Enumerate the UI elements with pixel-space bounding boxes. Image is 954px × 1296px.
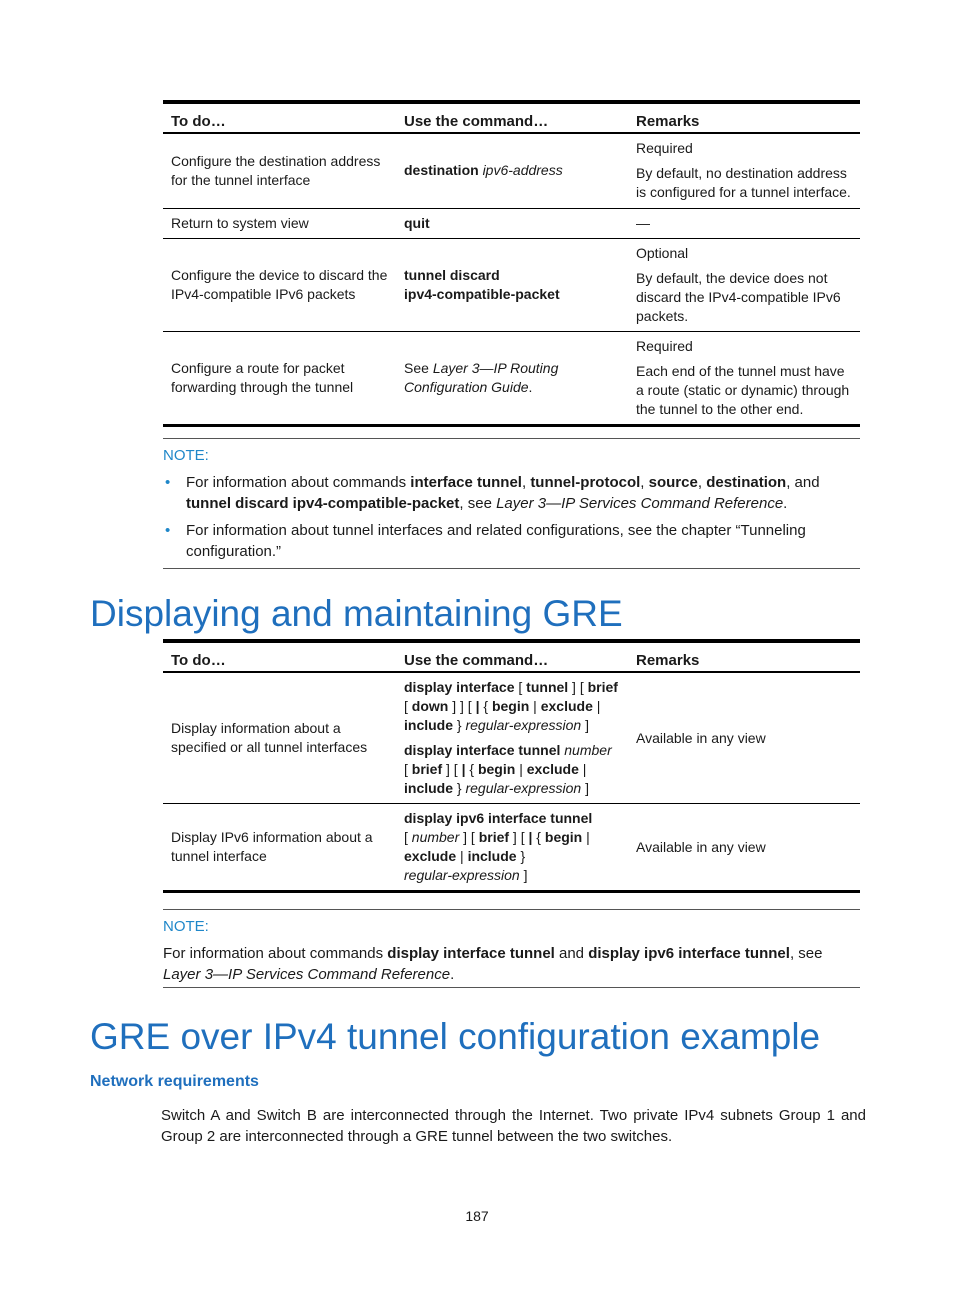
page-number: 187 — [465, 1208, 489, 1224]
remarks-cell: Available in any view — [628, 672, 860, 804]
list-item: • For information about commands interface tunnel, tunnel-protocol, source, destination, and tunnel discard ipv4-compatible-packet, see Layer 3—IP Services Command Reference. — [165, 474, 820, 512]
table-row — [163, 238, 860, 331]
command-table-1 — [163, 100, 860, 427]
remarks-cell: Required By default, no destination address is configured for a tunnel interface. — [628, 133, 860, 208]
note-box-2 — [163, 909, 860, 988]
col-header-command: Use the command… — [396, 104, 628, 133]
command-cell: display ipv6 interface tunnel [ number ] [ brief ] [ | { begin | exclude | include } regular-expression ] — [404, 810, 593, 883]
command-cell: See Layer 3—IP Routing Configuration Guide. — [404, 359, 559, 395]
col-header-remarks: Remarks — [628, 104, 860, 133]
bullet-icon: • — [165, 474, 171, 491]
todo-cell: Configure the destination address for the tunnel interface — [163, 133, 396, 208]
note-title: NOTE: — [163, 447, 209, 464]
note-text: For information about commands display interface tunnel and display ipv6 interface tunnel, see Layer 3—IP Services Command Reference. — [163, 945, 823, 983]
todo-cell: Return to system view — [163, 208, 396, 238]
section-heading-gre-example: GRE over IPv4 tunnel configuration example — [90, 1016, 821, 1057]
remarks-cell: — — [628, 208, 860, 238]
table-row — [163, 208, 860, 238]
col-header-remarks: Remarks — [628, 643, 860, 672]
remarks-cell: Available in any view — [636, 838, 766, 855]
section-heading-display-maintain: Displaying and maintaining GRE — [90, 593, 623, 634]
command-cell: quit — [396, 208, 628, 238]
col-header-todo: To do… — [163, 643, 396, 672]
command-table-2 — [163, 639, 860, 893]
subsection-heading-network-requirements: Network requirements — [90, 1073, 259, 1090]
todo-cell: Configure the device to discard the IPv4-compatible IPv6 packets — [163, 238, 396, 331]
col-header-todo: To do… — [163, 104, 396, 133]
body-paragraph: Switch A and Switch B are interconnected through the Internet. Two private IPv4 subnets Group 1 and Group 2 are interconnected through a GRE tunnel between the two switches. — [161, 1107, 866, 1145]
bullet-icon: • — [165, 522, 171, 539]
list-item: • For information about tunnel interfaces and related configurations, see the chapter “Tunneling configuration.” — [165, 522, 806, 560]
command-cell: tunnel discard ipv4-compatible-packet — [396, 238, 628, 331]
remarks-cell: Required Each end of the tunnel must have a route (static or dynamic) through the tunnel to the other end. — [636, 337, 850, 417]
command-cell: destination ipv6-address — [396, 133, 628, 208]
table-row — [163, 331, 860, 424]
remarks-cell: Optional By default, the device does not discard the IPv4-compatible IPv6 packets. — [628, 238, 860, 331]
todo-cell: Display information about a specified or all tunnel interfaces — [163, 672, 396, 804]
table-row — [163, 672, 860, 804]
col-header-command: Use the command… — [396, 643, 628, 672]
todo-cell: Display IPv6 information about a tunnel interface — [171, 829, 373, 864]
table-row — [163, 804, 860, 891]
table-row — [163, 133, 860, 208]
todo-cell: Configure a route for packet forwarding through the tunnel — [171, 359, 354, 395]
command-cell: display interface [ tunnel ] [ brief [ down ] ] [ | { begin | exclude | include } regular-expression ] display interface tunnel number [ brief ] [ | { begin | exclude | include } regular-expression ] — [396, 672, 628, 804]
note-title: NOTE: — [163, 918, 209, 935]
note-box-1 — [163, 438, 860, 569]
